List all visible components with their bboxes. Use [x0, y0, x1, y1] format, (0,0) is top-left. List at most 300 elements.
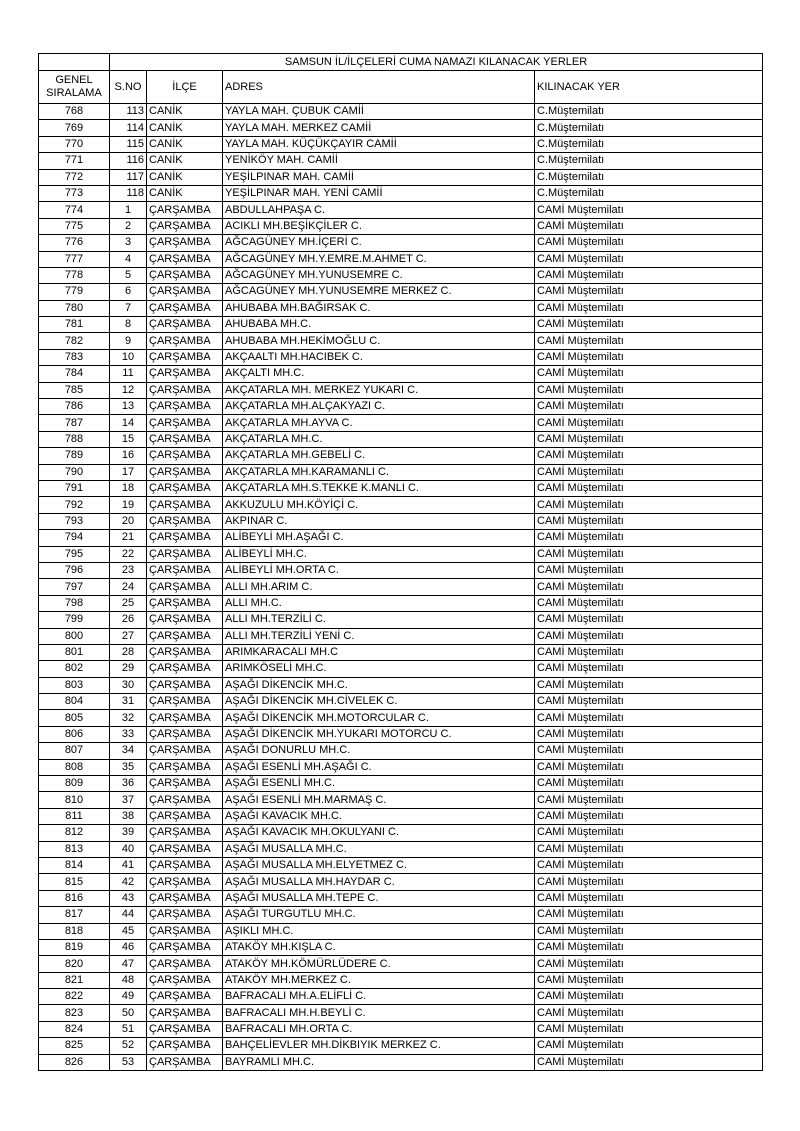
table-row: [39, 333, 763, 349]
sno-cell: 33: [110, 726, 147, 742]
sno-cell: 2: [110, 218, 147, 234]
table-row: [39, 808, 763, 824]
adres-cell: AKKUZULU MH.KÖYİÇİ C.: [223, 497, 535, 513]
sno-cell: 47: [110, 956, 147, 972]
ilce-cell: ÇARŞAMBA: [147, 284, 223, 300]
adres-cell: AĞCAGÜNEY MH.YUNUSEMRE C.: [223, 267, 535, 283]
genel-siralama-cell: 791: [39, 480, 110, 496]
genel-siralama-cell: 803: [39, 677, 110, 693]
header-kilinacak-yer: KILINACAK YER: [535, 71, 763, 104]
sno-cell: 29: [110, 661, 147, 677]
genel-siralama-cell: 780: [39, 300, 110, 316]
kilinacak-yer-cell: CAMİ Müştemilatı: [535, 579, 763, 595]
ilce-cell: ÇARŞAMBA: [147, 939, 223, 955]
adres-cell: AKÇATARLA MH.AYVA C.: [223, 415, 535, 431]
ilce-cell: ÇARŞAMBA: [147, 382, 223, 398]
genel-siralama-cell: 799: [39, 612, 110, 628]
table-row: [39, 284, 763, 300]
kilinacak-yer-cell: CAMİ Müştemilatı: [535, 1054, 763, 1070]
table-row: [39, 628, 763, 644]
adres-cell: BAFRACALI MH.ORTA C.: [223, 1021, 535, 1037]
table-row: [39, 579, 763, 595]
table-row: [39, 923, 763, 939]
ilce-cell: ÇARŞAMBA: [147, 235, 223, 251]
kilinacak-yer-cell: CAMİ Müştemilatı: [535, 792, 763, 808]
ilce-cell: ÇARŞAMBA: [147, 694, 223, 710]
kilinacak-yer-cell: CAMİ Müştemilatı: [535, 1038, 763, 1054]
genel-siralama-cell: 781: [39, 317, 110, 333]
kilinacak-yer-cell: CAMİ Müştemilatı: [535, 595, 763, 611]
ilce-cell: ÇARŞAMBA: [147, 776, 223, 792]
adres-cell: AŞAĞI KAVACIK MH.C.: [223, 808, 535, 824]
genel-siralama-cell: 811: [39, 808, 110, 824]
kilinacak-yer-cell: CAMİ Müştemilatı: [535, 857, 763, 873]
ilce-cell: ÇARŞAMBA: [147, 1005, 223, 1021]
table-row: [39, 349, 763, 365]
genel-siralama-cell: 769: [39, 120, 110, 136]
sno-cell: 114: [110, 120, 147, 136]
sno-cell: 11: [110, 366, 147, 382]
table-row: [39, 431, 763, 447]
genel-siralama-cell: 815: [39, 874, 110, 890]
adres-cell: AŞAĞI MUSALLA MH.ELYETMEZ C.: [223, 857, 535, 873]
ilce-cell: ÇARŞAMBA: [147, 759, 223, 775]
sno-cell: 14: [110, 415, 147, 431]
sno-cell: 44: [110, 907, 147, 923]
sno-cell: 25: [110, 595, 147, 611]
genel-siralama-cell: 789: [39, 448, 110, 464]
genel-siralama-cell: 774: [39, 202, 110, 218]
sno-cell: 48: [110, 972, 147, 988]
table-row: [39, 989, 763, 1005]
header-genel-line1: GENEL: [55, 74, 93, 86]
adres-cell: BAFRACALI MH.H.BEYLİ C.: [223, 1005, 535, 1021]
ilce-cell: CANİK: [147, 153, 223, 169]
adres-cell: AŞAĞI DİKENCİK MH.C.: [223, 677, 535, 693]
adres-cell: YEŞİLPINAR MAH. YENİ CAMİİ: [223, 185, 535, 201]
header-adres: ADRES: [223, 71, 535, 104]
kilinacak-yer-cell: CAMİ Müştemilatı: [535, 317, 763, 333]
genel-siralama-cell: 772: [39, 169, 110, 185]
ilce-cell: ÇARŞAMBA: [147, 923, 223, 939]
table-row: [39, 1021, 763, 1037]
table-row: [39, 792, 763, 808]
sno-cell: 10: [110, 349, 147, 365]
genel-siralama-cell: 797: [39, 579, 110, 595]
table-row: [39, 464, 763, 480]
adres-cell: AĞCAGÜNEY MH.İÇERİ C.: [223, 235, 535, 251]
table-row: [39, 726, 763, 742]
sno-cell: 21: [110, 530, 147, 546]
adres-cell: YEŞİLPINAR MAH. CAMİİ: [223, 169, 535, 185]
adres-cell: AŞAĞI MUSALLA MH.TEPE C.: [223, 890, 535, 906]
kilinacak-yer-cell: C.Müştemilatı: [535, 153, 763, 169]
kilinacak-yer-cell: CAMİ Müştemilatı: [535, 202, 763, 218]
table-row: [39, 694, 763, 710]
kilinacak-yer-cell: CAMİ Müştemilatı: [535, 661, 763, 677]
kilinacak-yer-cell: CAMİ Müştemilatı: [535, 907, 763, 923]
genel-siralama-cell: 804: [39, 694, 110, 710]
ilce-cell: ÇARŞAMBA: [147, 825, 223, 841]
adres-cell: AŞAĞI ESENLİ MH.AŞAĞI C.: [223, 759, 535, 775]
genel-siralama-cell: 770: [39, 136, 110, 152]
sno-cell: 27: [110, 628, 147, 644]
adres-cell: ALLI MH.TERZİLİ C.: [223, 612, 535, 628]
adres-cell: YENİKÖY MAH. CAMİİ: [223, 153, 535, 169]
genel-siralama-cell: 783: [39, 349, 110, 365]
kilinacak-yer-cell: CAMİ Müştemilatı: [535, 743, 763, 759]
genel-siralama-cell: 808: [39, 759, 110, 775]
table-row: [39, 857, 763, 873]
kilinacak-yer-cell: CAMİ Müştemilatı: [535, 759, 763, 775]
sno-cell: 36: [110, 776, 147, 792]
ilce-cell: CANİK: [147, 169, 223, 185]
table-row: [39, 399, 763, 415]
table-row: [39, 104, 763, 120]
kilinacak-yer-cell: CAMİ Müştemilatı: [535, 677, 763, 693]
ilce-cell: ÇARŞAMBA: [147, 448, 223, 464]
kilinacak-yer-cell: CAMİ Müştemilatı: [535, 612, 763, 628]
kilinacak-yer-cell: CAMİ Müştemilatı: [535, 513, 763, 529]
adres-cell: AŞIKLI MH.C.: [223, 923, 535, 939]
adres-cell: YAYLA MAH. ÇUBUK CAMİİ: [223, 104, 535, 120]
adres-cell: AŞAĞI ESENLİ MH.MARMAŞ C.: [223, 792, 535, 808]
adres-cell: AŞAĞI DONURLU MH.C.: [223, 743, 535, 759]
table-row: [39, 169, 763, 185]
table-row: [39, 300, 763, 316]
table-row: [39, 185, 763, 201]
kilinacak-yer-cell: CAMİ Müştemilatı: [535, 825, 763, 841]
kilinacak-yer-cell: CAMİ Müştemilatı: [535, 644, 763, 660]
genel-siralama-cell: 825: [39, 1038, 110, 1054]
kilinacak-yer-cell: CAMİ Müştemilatı: [535, 562, 763, 578]
kilinacak-yer-cell: CAMİ Müştemilatı: [535, 480, 763, 496]
sno-cell: 13: [110, 399, 147, 415]
genel-siralama-cell: 787: [39, 415, 110, 431]
ilce-cell: ÇARŞAMBA: [147, 677, 223, 693]
table-row: [39, 743, 763, 759]
kilinacak-yer-cell: CAMİ Müştemilatı: [535, 267, 763, 283]
ilce-cell: ÇARŞAMBA: [147, 1038, 223, 1054]
kilinacak-yer-cell: CAMİ Müştemilatı: [535, 333, 763, 349]
adres-cell: AKÇATARLA MH.C.: [223, 431, 535, 447]
table-row: [39, 939, 763, 955]
sno-cell: 118: [110, 185, 147, 201]
adres-cell: BAYRAMLI MH.C.: [223, 1054, 535, 1070]
adres-cell: AKÇATARLA MH.S.TEKKE K.MANLI C.: [223, 480, 535, 496]
adres-cell: ATAKÖY MH.KÖMÜRLÜDERE C.: [223, 956, 535, 972]
table-row: [39, 317, 763, 333]
ilce-cell: CANİK: [147, 136, 223, 152]
genel-siralama-cell: 776: [39, 235, 110, 251]
genel-siralama-cell: 824: [39, 1021, 110, 1037]
adres-cell: ALİBEYLİ MH.C.: [223, 546, 535, 562]
genel-siralama-cell: 801: [39, 644, 110, 660]
ilce-cell: ÇARŞAMBA: [147, 612, 223, 628]
adres-cell: AĞCAGÜNEY MH.Y.EMRE.M.AHMET C.: [223, 251, 535, 267]
adres-cell: AKÇATARLA MH.GEBELİ C.: [223, 448, 535, 464]
title-row: [39, 54, 763, 71]
ilce-cell: ÇARŞAMBA: [147, 415, 223, 431]
sno-cell: 7: [110, 300, 147, 316]
sno-cell: 116: [110, 153, 147, 169]
kilinacak-yer-cell: CAMİ Müştemilatı: [535, 972, 763, 988]
ilce-cell: ÇARŞAMBA: [147, 857, 223, 873]
table-row: [39, 366, 763, 382]
genel-siralama-cell: 826: [39, 1054, 110, 1070]
kilinacak-yer-cell: C.Müştemilatı: [535, 136, 763, 152]
ilce-cell: ÇARŞAMBA: [147, 333, 223, 349]
adres-cell: AHUBABA MH.BAĞIRSAK C.: [223, 300, 535, 316]
document-title: SAMSUN İL/İLÇELERİ CUMA NAMAZI KILANACAK YERLER: [110, 54, 763, 71]
sno-cell: 22: [110, 546, 147, 562]
table-row: [39, 382, 763, 398]
table-row: [39, 251, 763, 267]
adres-cell: AKÇATARLA MH. MERKEZ YUKARI C.: [223, 382, 535, 398]
table-row: [39, 677, 763, 693]
genel-siralama-cell: 820: [39, 956, 110, 972]
table-row: [39, 874, 763, 890]
kilinacak-yer-cell: CAMİ Müştemilatı: [535, 726, 763, 742]
table-row: [39, 415, 763, 431]
ilce-cell: ÇARŞAMBA: [147, 743, 223, 759]
adres-cell: ALLI MH.C.: [223, 595, 535, 611]
sno-cell: 3: [110, 235, 147, 251]
kilinacak-yer-cell: CAMİ Müştemilatı: [535, 448, 763, 464]
header-row: [39, 71, 763, 104]
sno-cell: 31: [110, 694, 147, 710]
kilinacak-yer-cell: CAMİ Müştemilatı: [535, 890, 763, 906]
kilinacak-yer-cell: CAMİ Müştemilatı: [535, 366, 763, 382]
ilce-cell: ÇARŞAMBA: [147, 1021, 223, 1037]
genel-siralama-cell: 768: [39, 104, 110, 120]
sno-cell: 45: [110, 923, 147, 939]
ilce-cell: ÇARŞAMBA: [147, 956, 223, 972]
sno-cell: 53: [110, 1054, 147, 1070]
table-row: [39, 1038, 763, 1054]
genel-siralama-cell: 792: [39, 497, 110, 513]
kilinacak-yer-cell: CAMİ Müştemilatı: [535, 939, 763, 955]
table-row: [39, 267, 763, 283]
sno-cell: 50: [110, 1005, 147, 1021]
ilce-cell: CANİK: [147, 185, 223, 201]
kilinacak-yer-cell: CAMİ Müştemilatı: [535, 251, 763, 267]
kilinacak-yer-cell: CAMİ Müştemilatı: [535, 776, 763, 792]
genel-siralama-cell: 777: [39, 251, 110, 267]
adres-cell: AŞAĞI TURGUTLU MH.C.: [223, 907, 535, 923]
kilinacak-yer-cell: CAMİ Müştemilatı: [535, 415, 763, 431]
genel-siralama-cell: 798: [39, 595, 110, 611]
ilce-cell: ÇARŞAMBA: [147, 366, 223, 382]
adres-cell: AKÇALTI MH.C.: [223, 366, 535, 382]
ilce-cell: ÇARŞAMBA: [147, 399, 223, 415]
sno-cell: 18: [110, 480, 147, 496]
sno-cell: 115: [110, 136, 147, 152]
sno-cell: 4: [110, 251, 147, 267]
ilce-cell: ÇARŞAMBA: [147, 595, 223, 611]
table-row: [39, 136, 763, 152]
ilce-cell: ÇARŞAMBA: [147, 874, 223, 890]
table-row: [39, 956, 763, 972]
table-row: [39, 644, 763, 660]
genel-siralama-cell: 785: [39, 382, 110, 398]
adres-cell: AŞAĞI DİKENCİK MH.YUKARI MOTORCU C.: [223, 726, 535, 742]
sno-cell: 5: [110, 267, 147, 283]
genel-siralama-cell: 813: [39, 841, 110, 857]
table-row: [39, 759, 763, 775]
kilinacak-yer-cell: CAMİ Müştemilatı: [535, 1005, 763, 1021]
kilinacak-yer-cell: CAMİ Müştemilatı: [535, 399, 763, 415]
table-row: [39, 825, 763, 841]
table-row: [39, 1005, 763, 1021]
ilce-cell: ÇARŞAMBA: [147, 628, 223, 644]
genel-siralama-cell: 793: [39, 513, 110, 529]
adres-cell: AKÇAALTI MH.HACIBEK C.: [223, 349, 535, 365]
adres-cell: AĞCAGÜNEY MH.YUNUSEMRE MERKEZ C.: [223, 284, 535, 300]
table-row: [39, 513, 763, 529]
ilce-cell: ÇARŞAMBA: [147, 726, 223, 742]
table-row: [39, 776, 763, 792]
kilinacak-yer-cell: CAMİ Müştemilatı: [535, 710, 763, 726]
adres-cell: ARIMKARACALI MH.C: [223, 644, 535, 660]
kilinacak-yer-cell: CAMİ Müştemilatı: [535, 923, 763, 939]
table-row: [39, 480, 763, 496]
adres-cell: AKÇATARLA MH.KARAMANLI C.: [223, 464, 535, 480]
ilce-cell: ÇARŞAMBA: [147, 1054, 223, 1070]
table-row: [39, 562, 763, 578]
sno-cell: 30: [110, 677, 147, 693]
table-row: [39, 448, 763, 464]
kilinacak-yer-cell: CAMİ Müştemilatı: [535, 1021, 763, 1037]
ilce-cell: ÇARŞAMBA: [147, 464, 223, 480]
genel-siralama-cell: 821: [39, 972, 110, 988]
adres-cell: YAYLA MAH. KÜÇÜKÇAYIR CAMİİ: [223, 136, 535, 152]
adres-cell: AHUBABA MH.HEKİMOĞLU C.: [223, 333, 535, 349]
kilinacak-yer-cell: CAMİ Müştemilatı: [535, 956, 763, 972]
ilce-cell: ÇARŞAMBA: [147, 349, 223, 365]
ilce-cell: ÇARŞAMBA: [147, 562, 223, 578]
genel-siralama-cell: 794: [39, 530, 110, 546]
adres-cell: BAHÇELİEVLER MH.DİKBIYIK MERKEZ C.: [223, 1038, 535, 1054]
title-blank-cell: [39, 54, 110, 71]
genel-siralama-cell: 795: [39, 546, 110, 562]
ilce-cell: ÇARŞAMBA: [147, 530, 223, 546]
kilinacak-yer-cell: CAMİ Müştemilatı: [535, 382, 763, 398]
adres-cell: ALLI MH.TERZİLİ YENİ C.: [223, 628, 535, 644]
genel-siralama-cell: 812: [39, 825, 110, 841]
table-row: [39, 841, 763, 857]
ilce-cell: ÇARŞAMBA: [147, 497, 223, 513]
kilinacak-yer-cell: CAMİ Müştemilatı: [535, 530, 763, 546]
genel-siralama-cell: 810: [39, 792, 110, 808]
ilce-cell: ÇARŞAMBA: [147, 661, 223, 677]
sno-cell: 19: [110, 497, 147, 513]
genel-siralama-cell: 773: [39, 185, 110, 201]
kilinacak-yer-cell: CAMİ Müştemilatı: [535, 349, 763, 365]
table-row: [39, 972, 763, 988]
kilinacak-yer-cell: CAMİ Müştemilatı: [535, 546, 763, 562]
table-row: [39, 153, 763, 169]
genel-siralama-cell: 790: [39, 464, 110, 480]
sno-cell: 12: [110, 382, 147, 398]
adres-cell: ATAKÖY MH.MERKEZ C.: [223, 972, 535, 988]
adres-cell: AŞAĞI ESENLİ MH.C.: [223, 776, 535, 792]
genel-siralama-cell: 778: [39, 267, 110, 283]
sno-cell: 20: [110, 513, 147, 529]
adres-cell: AKÇATARLA MH.ALÇAKYAZI C.: [223, 399, 535, 415]
genel-siralama-cell: 782: [39, 333, 110, 349]
adres-cell: AŞAĞI MUSALLA MH.C.: [223, 841, 535, 857]
table-row: [39, 890, 763, 906]
sno-cell: 8: [110, 317, 147, 333]
kilinacak-yer-cell: CAMİ Müştemilatı: [535, 431, 763, 447]
sno-cell: 43: [110, 890, 147, 906]
adres-cell: AŞAĞI KAVACIK MH.OKULYANI C.: [223, 825, 535, 841]
kilinacak-yer-cell: CAMİ Müştemilatı: [535, 300, 763, 316]
adres-cell: AŞAĞI MUSALLA MH.HAYDAR C.: [223, 874, 535, 890]
genel-siralama-cell: 823: [39, 1005, 110, 1021]
ilce-cell: ÇARŞAMBA: [147, 644, 223, 660]
kilinacak-yer-cell: CAMİ Müştemilatı: [535, 464, 763, 480]
sno-cell: 113: [110, 104, 147, 120]
ilce-cell: ÇARŞAMBA: [147, 480, 223, 496]
sno-cell: 51: [110, 1021, 147, 1037]
ilce-cell: ÇARŞAMBA: [147, 513, 223, 529]
kilinacak-yer-cell: C.Müştemilatı: [535, 120, 763, 136]
sno-cell: 49: [110, 989, 147, 1005]
table-row: [39, 202, 763, 218]
adres-cell: AKPINAR C.: [223, 513, 535, 529]
genel-siralama-cell: 788: [39, 431, 110, 447]
ilce-cell: ÇARŞAMBA: [147, 267, 223, 283]
table-row: [39, 661, 763, 677]
sno-cell: 17: [110, 464, 147, 480]
genel-siralama-cell: 771: [39, 153, 110, 169]
ilce-cell: ÇARŞAMBA: [147, 710, 223, 726]
kilinacak-yer-cell: CAMİ Müştemilatı: [535, 989, 763, 1005]
kilinacak-yer-cell: CAMİ Müştemilatı: [535, 497, 763, 513]
adres-cell: ACIKLI MH.BEŞİKÇİLER C.: [223, 218, 535, 234]
sno-cell: 42: [110, 874, 147, 890]
table-row: [39, 530, 763, 546]
kilinacak-yer-cell: CAMİ Müştemilatı: [535, 284, 763, 300]
genel-siralama-cell: 775: [39, 218, 110, 234]
ilce-cell: ÇARŞAMBA: [147, 792, 223, 808]
sno-cell: 9: [110, 333, 147, 349]
ilce-cell: ÇARŞAMBA: [147, 317, 223, 333]
sno-cell: 34: [110, 743, 147, 759]
table-row: [39, 120, 763, 136]
header-genel-line2: SIRALAMA: [46, 87, 102, 99]
sno-cell: 41: [110, 857, 147, 873]
ilce-cell: ÇARŞAMBA: [147, 431, 223, 447]
header-ilce: İLÇE: [147, 71, 223, 104]
genel-siralama-cell: 786: [39, 399, 110, 415]
adres-cell: ARIMKÖSELİ MH.C.: [223, 661, 535, 677]
adres-cell: ALİBEYLİ MH.AŞAĞI C.: [223, 530, 535, 546]
sno-cell: 35: [110, 759, 147, 775]
genel-siralama-cell: 784: [39, 366, 110, 382]
ilce-cell: ÇARŞAMBA: [147, 890, 223, 906]
kilinacak-yer-cell: C.Müştemilatı: [535, 104, 763, 120]
sno-cell: 37: [110, 792, 147, 808]
ilce-cell: ÇARŞAMBA: [147, 251, 223, 267]
ilce-cell: ÇARŞAMBA: [147, 300, 223, 316]
sno-cell: 46: [110, 939, 147, 955]
genel-siralama-cell: 779: [39, 284, 110, 300]
sno-cell: 26: [110, 612, 147, 628]
kilinacak-yer-cell: CAMİ Müştemilatı: [535, 235, 763, 251]
